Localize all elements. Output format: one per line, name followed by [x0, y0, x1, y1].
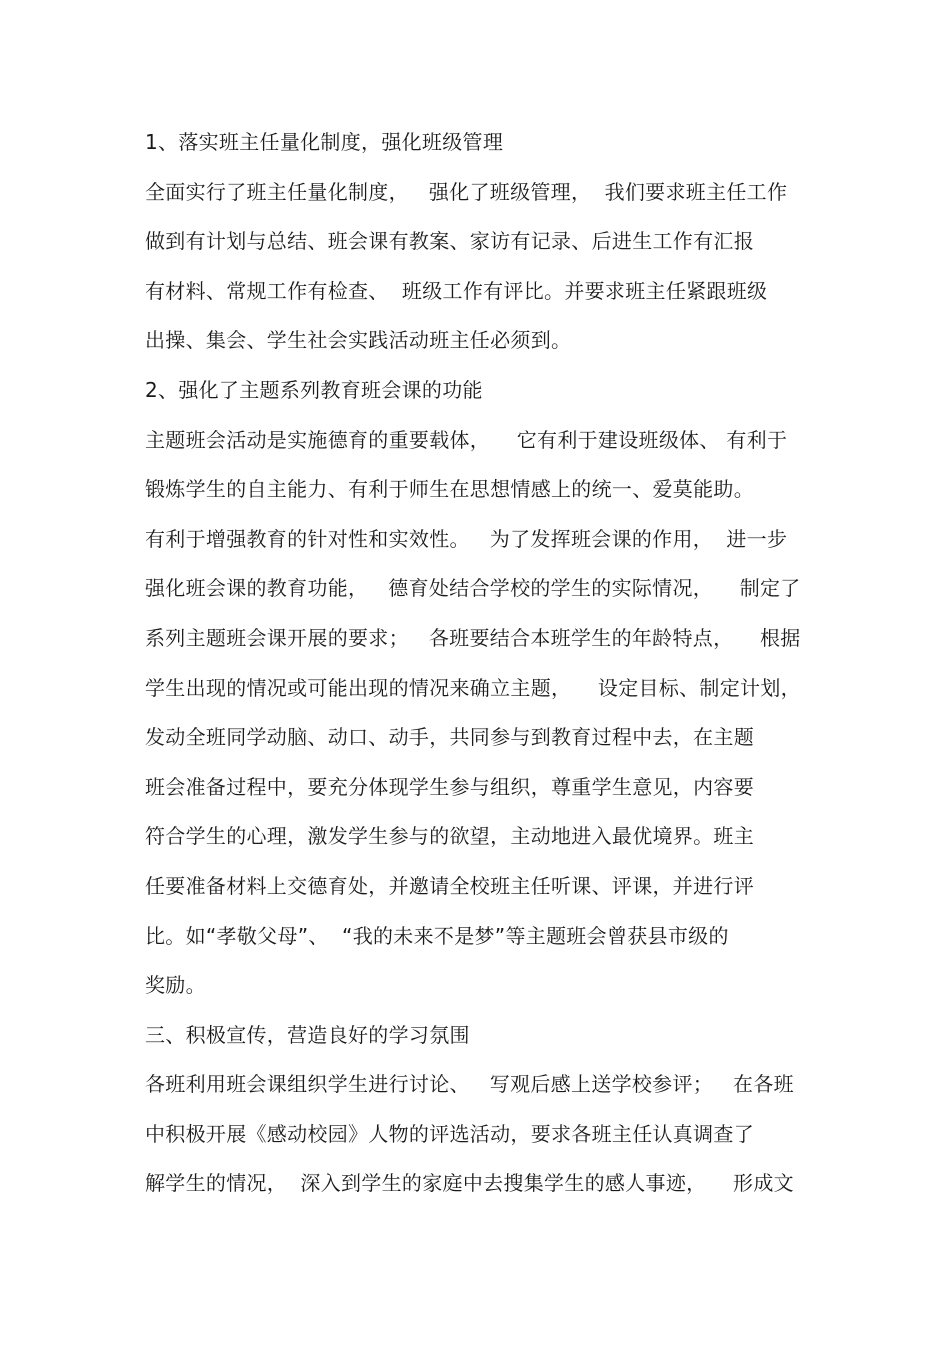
text-line: 出操、集会、学生社会实践活动班主任必须到。 — [145, 328, 572, 353]
text-line: 学生出现的情况或可能出现的情况来确立主题， 设定目标、制定计划， — [145, 675, 801, 700]
document-body — [145, 122, 845, 1213]
text-line: 符合学生的心理，激发学生参与的欲望，主动地进入最优境界。班主 — [145, 824, 754, 849]
text-line: 有材料、常规工作有检查、 班级工作有评比。并要求班主任紧跟班级 — [145, 278, 768, 303]
text-line: 强化班会课的教育功能， 德育处结合学校的学生的实际情况， 制定了 — [145, 576, 801, 601]
text-line: 锻炼学生的自主能力、有利于师生在思想情感上的统一、爱莫能助。 — [145, 477, 754, 502]
text-line: 中积极开展《感动校园》人物的评选活动，要求各班主任认真调查了 — [145, 1121, 754, 1146]
text-line: 比。如“孝敬父母”、 “我的未来不是梦”等主题班会曾获县市级的 — [145, 923, 729, 948]
text-line: 主题班会活动是实施德育的重要载体， 它有利于建设班级体、 有利于 — [145, 427, 788, 452]
heading-3: 三、积极宣传，营造良好的学习氛围 — [145, 1022, 470, 1047]
text-line: 奖励。 — [145, 973, 206, 998]
text-line: 全面实行了班主任量化制度， 强化了班级管理， 我们要求班主任工作 — [145, 179, 788, 204]
text-line: 系列主题班会课开展的要求； 各班要结合本班学生的年龄特点， 根据 — [145, 625, 801, 650]
text-line: 解学生的情况， 深入到学生的家庭中去搜集学生的感人事迹， 形成文 — [145, 1171, 794, 1196]
text-line: 班会准备过程中，要充分体现学生参与组织，尊重学生意见，内容要 — [145, 774, 754, 799]
text-line: 有利于增强教育的针对性和实效性。 为了发挥班会课的作用， 进一步 — [145, 526, 788, 551]
heading-1: 1、落实班主任量化制度，强化班级管理 — [145, 130, 504, 154]
text-line: 发动全班同学动脑、动口、动手，共同参与到教育过程中去，在主题 — [145, 725, 754, 750]
text-line: 各班利用班会课组织学生进行讨论、 写观后感上送学校参评； 在各班 — [145, 1072, 794, 1097]
heading-2: 2、强化了主题系列教育班会课的功能 — [145, 377, 483, 402]
text-line: 任要准备材料上交德育处，并邀请全校班主任听课、评课，并进行评 — [145, 873, 754, 898]
text-line: 做到有计划与总结、班会课有教案、家访有记录、后进生工作有汇报 — [145, 229, 754, 254]
